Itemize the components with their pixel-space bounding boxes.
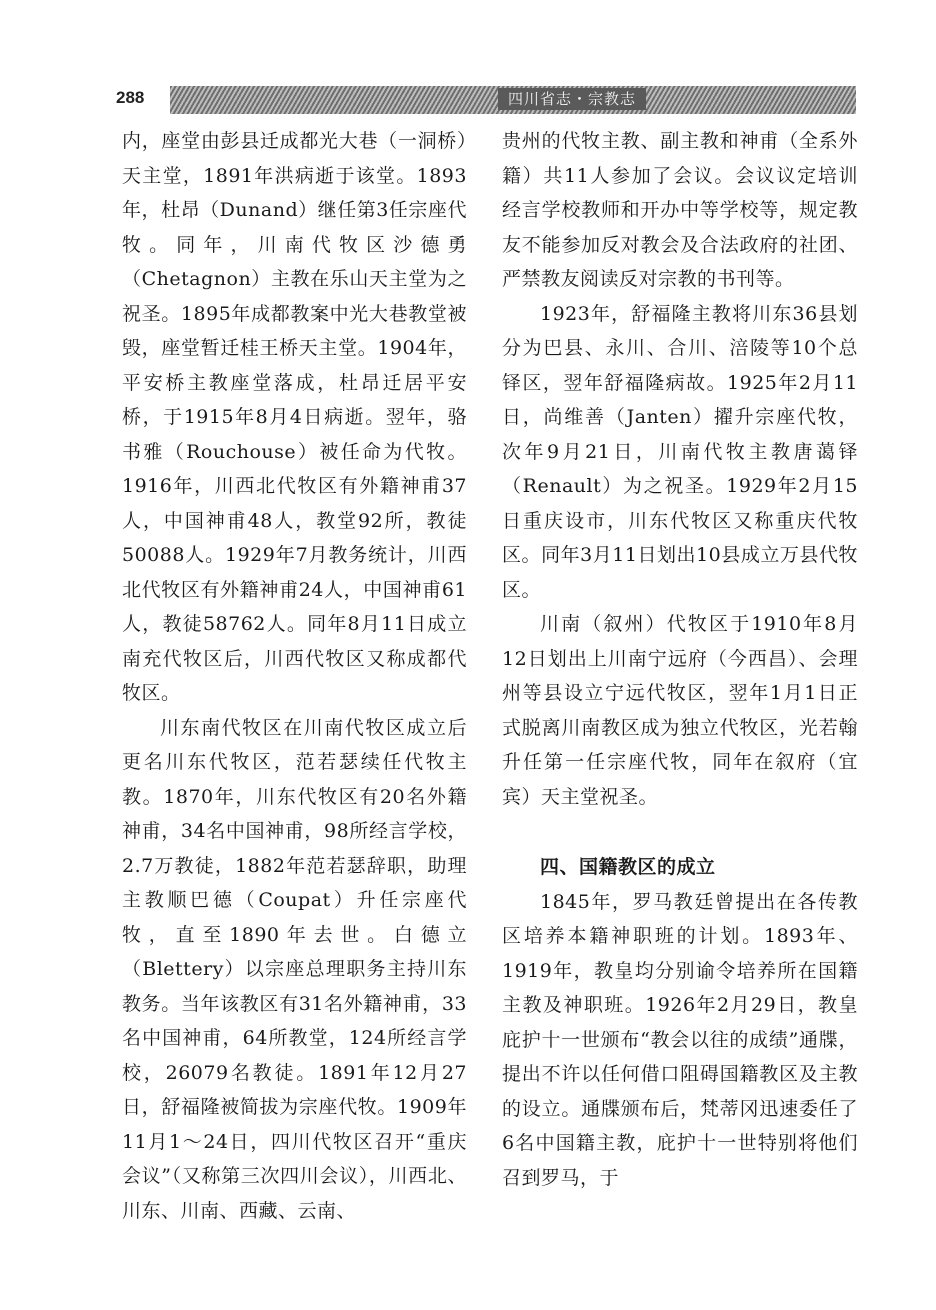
left-column	[122, 124, 467, 1228]
paragraph: 川东南代牧区在川南代牧区成立后更名川东代牧区，范若瑟续任代牧主教。1870年，川东代牧区有20名外籍神甫，34名中国神甫，98所经言学校，2.7万教徒，1882年范若瑟辞职，助理主教顺巴德（Coupat）升任宗座代牧，直至1890年去世。白德立（Blettery）以宗座总理职务主持川东教务。当年该教区有31名外籍神甫，33名中国神甫，64所教堂，124所经言学校，26079名教徒。1891年12月27日，舒福隆被简拔为宗座代牧。1909年11月1～24日，四川代牧区召开“重庆会议”（又称第三次四川会议），川西北、川东、川南、西藏、云南、	[122, 716, 467, 1222]
header-banner	[170, 86, 856, 114]
paragraph: 内，座堂由彭县迁成都光大巷（一洞桥）天主堂，1891年洪病逝于该堂。1893年，杜昂（Dunand）继任第3任宗座代牧。同年，川南代牧区沙德勇（Chetagnon）主教在乐山天主堂为之祝圣。1895年成都教案中光大巷教堂被毁，座堂暂迁桂王桥天主堂。1904年，平安桥主教座堂落成，杜昂迁居平安桥，于1915年8月4日病逝。翌年，骆书雅（Rouchouse）被任命为代牧。1916年，川西北代牧区有外籍神甫37人，中国神甫48人，教堂92所，教徒50088人。1929年7月教务统计，川西北代牧区有外籍神甫24人，中国神甫61人，教徒58762人。同年8月11日成立南充代牧区后，川西代牧区又称成都代牧区。	[122, 130, 467, 704]
page-header	[112, 86, 856, 114]
paragraph: 1923年，舒福隆主教将川东36县划分为巴县、永川、合川、涪陵等10个总铎区，翌年舒福隆病故。1925年2月11日，尚维善（Janten）擢升宗座代牧，次年9月21日，川南代牧主教唐蔼铎（Renault）为之祝圣。1929年2月15日重庆设市，川东代牧区又称重庆代牧区。同年3月11日划出10县成立万县代牧区。	[502, 302, 858, 601]
section-heading: 四、国籍教区的成立	[540, 856, 716, 878]
paragraph: 1845年，罗马教廷曾提出在各传教区培养本籍神职班的计划。1893年、1919年，教皇均分别谕令培养所在国籍主教及神职班。1926年2月29日，教皇庇护十一世颁布“教会以往的成绩”通牒，提出不许以任何借口阻碍国籍教区及主教的设立。通牒颁布后，梵蒂冈迅速委任了6名中国籍主教，庇护十一世特别将他们召到罗马，于	[502, 890, 858, 1189]
page-number: 288	[116, 88, 145, 107]
running-title: 四川省志・宗教志	[498, 88, 646, 110]
paragraph: 贵州的代牧主教、副主教和神甫（全系外籍）共11人参加了会议。会议议定培训经言学校教师和开办中等学校等，规定教友不能参加反对教会及合法政府的社团、严禁教友阅读反对宗教的书刊等。	[502, 130, 858, 290]
paragraph: 川南（叙州）代牧区于1910年8月12日划出上川南宁远府（今西昌）、会理州等县设立宁远代牧区，翌年1月1日正式脱离川南教区成为独立代牧区，光若翰升任第一任宗座代牧，同年在叙府（宜宾）天主堂祝圣。	[502, 613, 858, 808]
right-column	[502, 124, 858, 1195]
